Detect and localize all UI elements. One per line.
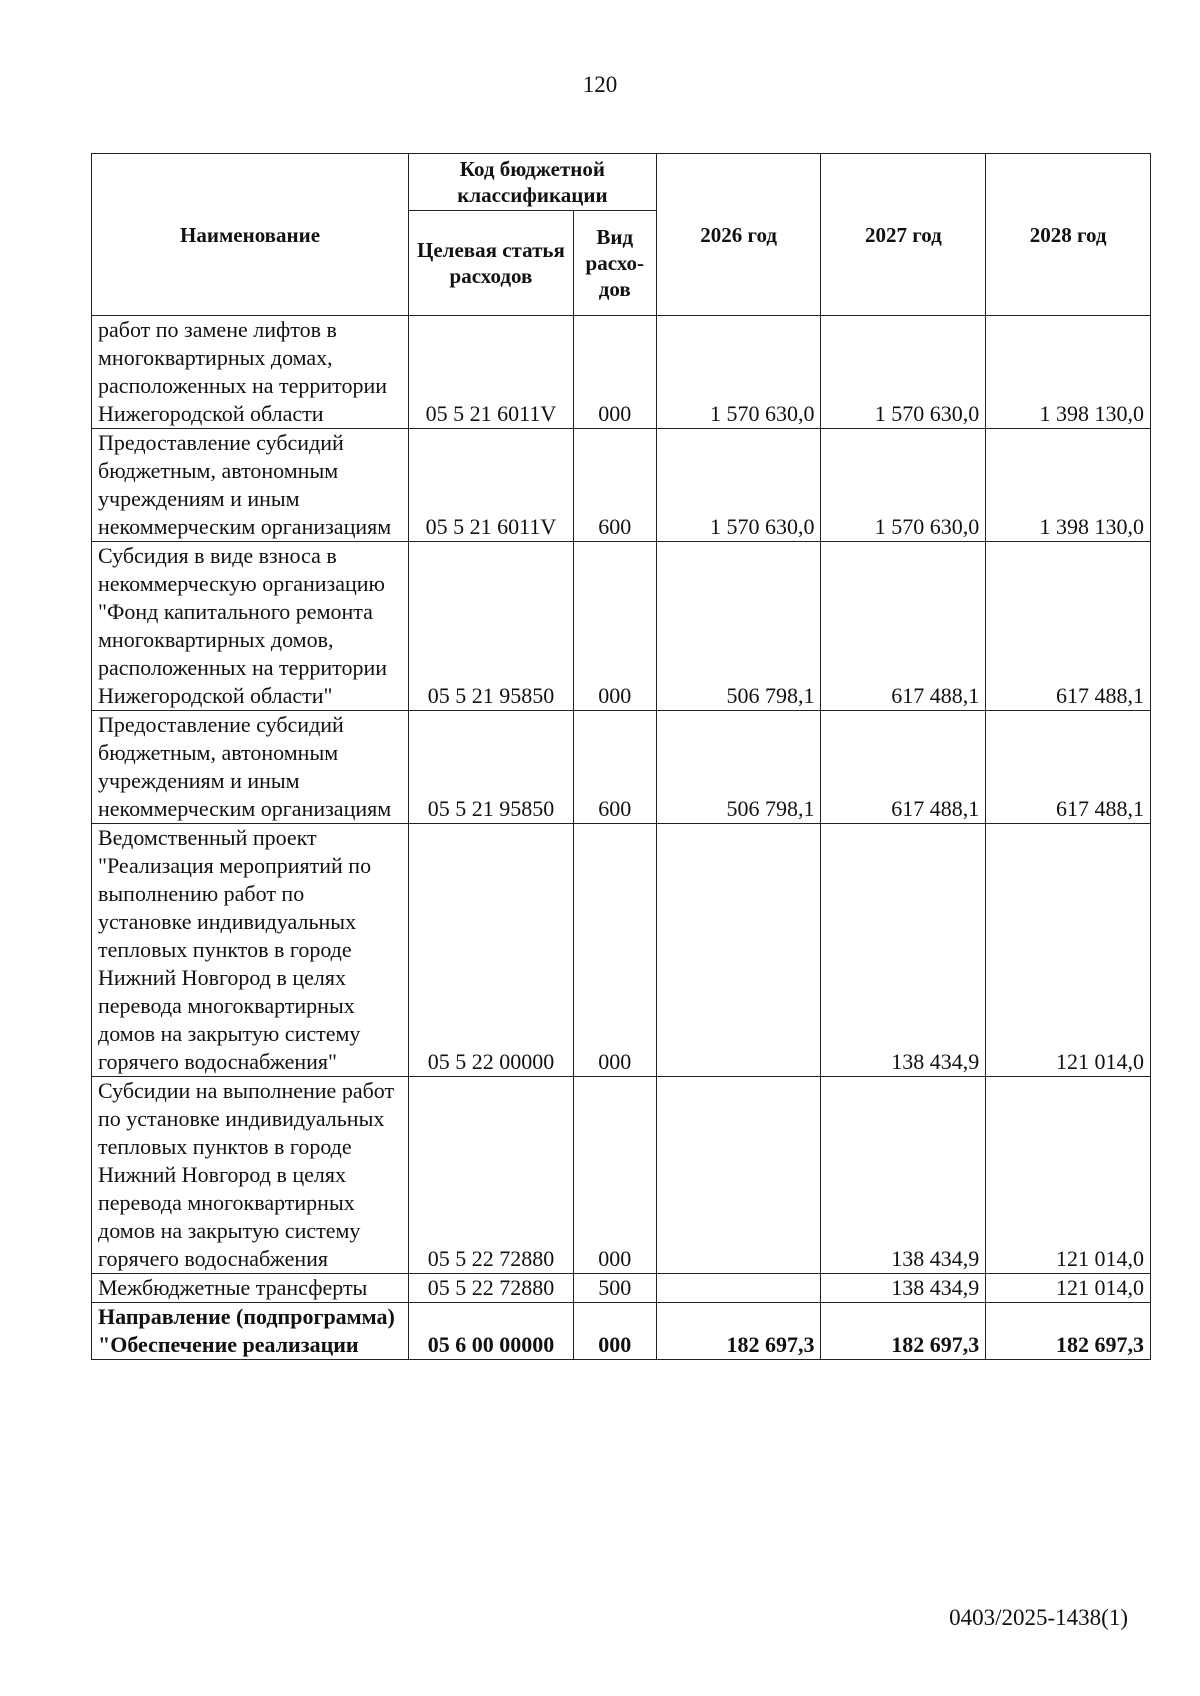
row-expense-kind: 000 — [573, 316, 656, 429]
row-target-article: 05 5 21 95850 — [409, 542, 574, 711]
row-2026: 506 798,1 — [656, 542, 821, 711]
row-expense-kind: 000 — [573, 1303, 656, 1360]
row-expense-kind: 000 — [573, 1077, 656, 1274]
header-target-article: Целевая статья расходов — [409, 211, 574, 316]
table-row — [92, 1303, 1151, 1360]
table-row — [92, 824, 1151, 1077]
row-2028: 1 398 130,0 — [986, 316, 1151, 429]
row-name: Субсидии на выполнение работ по установке индивидуальных тепловых пунктов в городе Нижний Новгород в целях перевода многоквартирных домов на закрытую систему горячего водоснабжения — [92, 1077, 409, 1274]
row-expense-kind: 000 — [573, 542, 656, 711]
table-row — [92, 542, 1151, 711]
row-name: Направление (подпрограмма) "Обеспечение реализации — [92, 1303, 409, 1360]
row-name: Предоставление субсидий бюджетным, автономным учреждениям и иным некоммерческим организациям — [92, 711, 409, 824]
row-target-article: 05 5 22 72880 — [409, 1077, 574, 1274]
row-expense-kind: 600 — [573, 429, 656, 542]
header-code-group: Код бюджетной классификации — [409, 154, 657, 211]
row-name: Предоставление субсидий бюджетным, автономным учреждениям и иным некоммерческим организациям — [92, 429, 409, 542]
row-name: Ведомственный проект "Реализация мероприятий по выполнению работ по установке индивидуальных тепловых пунктов в городе Нижний Новгород в целях перевода многоквартирных домов на закрытую систему горячего водоснабжения" — [92, 824, 409, 1077]
table-row — [92, 711, 1151, 824]
table-row — [92, 429, 1151, 542]
row-2028: 121 014,0 — [986, 824, 1151, 1077]
header-2028: 2028 год — [986, 154, 1151, 316]
row-2028: 121 014,0 — [986, 1274, 1151, 1303]
page-number: 120 — [582, 72, 618, 97]
row-name: работ по замене лифтов в многоквартирных домах, расположенных на территории Нижегородской области — [92, 316, 409, 429]
row-2026 — [656, 1274, 821, 1303]
row-2027: 617 488,1 — [821, 711, 986, 824]
row-name: Межбюджетные трансферты — [92, 1274, 409, 1303]
row-2028: 617 488,1 — [986, 711, 1151, 824]
row-2026 — [656, 1077, 821, 1274]
row-2026: 1 570 630,0 — [656, 429, 821, 542]
header-expense-kind: Вид расхо-дов — [573, 211, 656, 316]
row-target-article: 05 5 22 00000 — [409, 824, 574, 1077]
table-row — [92, 1077, 1151, 1274]
row-target-article: 05 5 21 6011V — [409, 429, 574, 542]
row-name: Субсидия в виде взноса в некоммерческую организацию "Фонд капитального ремонта многоквартирных домов, расположенных на территории Нижегородской области" — [92, 542, 409, 711]
row-2027: 617 488,1 — [821, 542, 986, 711]
row-expense-kind: 500 — [573, 1274, 656, 1303]
budget-table — [91, 153, 1151, 1360]
row-2027: 1 570 630,0 — [821, 429, 986, 542]
row-2026: 506 798,1 — [656, 711, 821, 824]
row-2028: 1 398 130,0 — [986, 429, 1151, 542]
row-2026: 1 570 630,0 — [656, 316, 821, 429]
row-2026: 182 697,3 — [656, 1303, 821, 1360]
row-2026 — [656, 824, 821, 1077]
header-2027: 2027 год — [821, 154, 986, 316]
row-target-article: 05 5 21 95850 — [409, 711, 574, 824]
row-2027: 138 434,9 — [821, 1274, 986, 1303]
header-row-1 — [92, 154, 1151, 211]
row-2027: 182 697,3 — [821, 1303, 986, 1360]
table-row — [92, 1274, 1151, 1303]
row-target-article: 05 6 00 00000 — [409, 1303, 574, 1360]
header-2026: 2026 год — [656, 154, 821, 316]
row-2027: 138 434,9 — [821, 1077, 986, 1274]
document-number: 0403/2025-1438(1) — [949, 1605, 1128, 1630]
row-2028: 121 014,0 — [986, 1077, 1151, 1274]
row-2028: 617 488,1 — [986, 542, 1151, 711]
row-expense-kind: 600 — [573, 711, 656, 824]
row-expense-kind: 000 — [573, 824, 656, 1077]
table-row — [92, 316, 1151, 429]
row-target-article: 05 5 21 6011V — [409, 316, 574, 429]
row-2027: 138 434,9 — [821, 824, 986, 1077]
row-target-article: 05 5 22 72880 — [409, 1274, 574, 1303]
row-2028: 182 697,3 — [986, 1303, 1151, 1360]
header-name: Наименование — [92, 154, 409, 316]
row-2027: 1 570 630,0 — [821, 316, 986, 429]
